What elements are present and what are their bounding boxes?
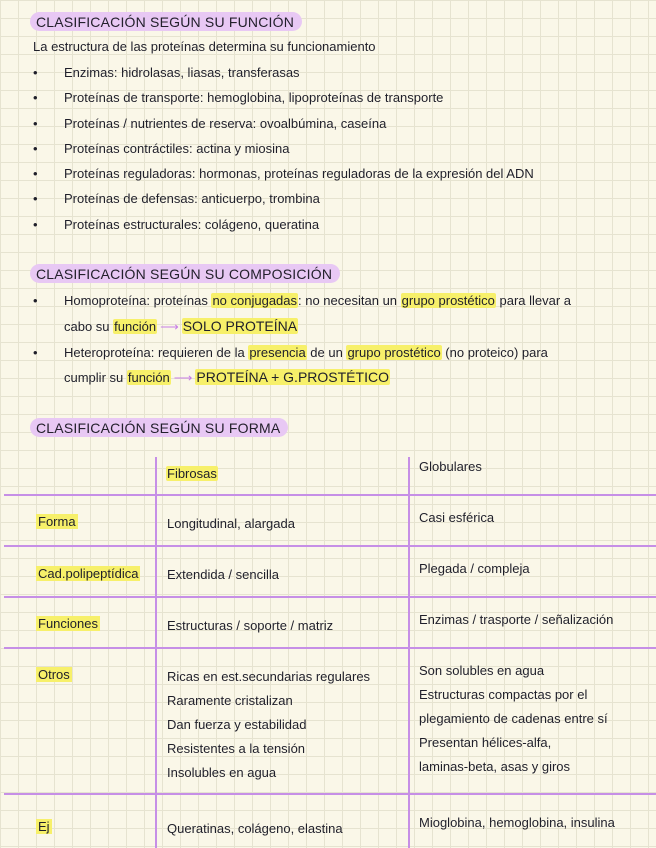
table-cell: Extendida / sencilla bbox=[167, 567, 280, 582]
table-cell: Enzimas / trasporte / señalización bbox=[419, 612, 614, 627]
bullet-icon: • bbox=[33, 217, 38, 232]
table-cell: Mioglobina, hemoglobina, insulina bbox=[419, 815, 615, 830]
table-cell: Estructuras / soporte / matriz bbox=[167, 618, 334, 633]
bullet-icon: • bbox=[33, 65, 38, 80]
bullet-icon: • bbox=[33, 141, 38, 156]
hetero-p1: : requieren de la bbox=[150, 345, 249, 360]
homo-p2: : no necesitan un bbox=[298, 293, 401, 308]
list-item bbox=[64, 65, 300, 80]
table-cell bbox=[167, 665, 370, 785]
hetero-hl3: función bbox=[127, 370, 170, 385]
cell-line: Presentan hélices-alfa, bbox=[419, 735, 552, 750]
cell-line: Resistentes a la tensión bbox=[167, 741, 306, 756]
hetero-term: Heteroproteína bbox=[64, 345, 151, 360]
row-header-label: Ej bbox=[38, 819, 50, 834]
column-header-globulares: Globulares bbox=[419, 459, 482, 474]
intro-text: La estructura de las proteínas determina su funcionamiento bbox=[33, 39, 376, 54]
cell-line: Ricas en est.secundarias regulares bbox=[167, 669, 371, 684]
list-item bbox=[64, 116, 386, 131]
heading-forma: CLASIFICACIÓN SEGÚN SU FORMA bbox=[30, 418, 288, 437]
list-item bbox=[64, 141, 289, 156]
column-header-label: Fibrosas bbox=[167, 466, 217, 481]
bullet-icon: • bbox=[33, 191, 38, 206]
cell-line: laminas-beta, asas y giros bbox=[419, 759, 571, 774]
item-rest: : actina y miosina bbox=[189, 141, 290, 156]
row-header bbox=[36, 663, 72, 687]
row-header bbox=[36, 510, 78, 534]
bullet-icon: • bbox=[33, 166, 38, 181]
heteroproteina-line2 bbox=[64, 369, 390, 386]
table-divider bbox=[4, 793, 656, 795]
item-term: Proteínas contráctiles bbox=[64, 141, 190, 156]
homo-hl3: función bbox=[114, 319, 157, 334]
bullet-icon: • bbox=[33, 293, 38, 308]
cell-line: Raramente cristalizan bbox=[167, 693, 293, 708]
item-term: Proteínas de transporte bbox=[64, 90, 200, 105]
table-cell bbox=[419, 659, 608, 779]
bullet-icon: • bbox=[33, 345, 38, 360]
list-item bbox=[64, 191, 320, 206]
column-header-fibrosas bbox=[166, 462, 218, 486]
table-divider bbox=[4, 494, 656, 496]
bullet-icon: • bbox=[33, 90, 38, 105]
homo-hl2: grupo prostético bbox=[401, 293, 495, 308]
arrow-right-icon: ⟶ bbox=[173, 370, 193, 385]
row-header bbox=[36, 562, 140, 586]
homo-p3: para llevar a bbox=[495, 293, 572, 308]
arrow-right-icon: ⟶ bbox=[160, 319, 179, 334]
bullet-icon: • bbox=[33, 116, 38, 131]
item-term: Proteínas / nutrientes de reserva bbox=[64, 116, 253, 131]
table-divider bbox=[4, 596, 656, 598]
list-item bbox=[64, 217, 319, 232]
item-rest: : colágeno, queratina bbox=[197, 217, 320, 232]
item-term: Proteínas de defensas bbox=[64, 191, 195, 206]
hetero-p3: (no proteico) para bbox=[441, 345, 548, 360]
item-rest: : hormonas, proteínas reguladoras de la expresión del ADN bbox=[191, 166, 534, 181]
item-term: Enzimas bbox=[64, 65, 114, 80]
item-rest: : anticuerpo, trombina bbox=[194, 191, 320, 206]
homo-p1: : proteínas bbox=[146, 293, 212, 308]
table-divider bbox=[408, 457, 410, 848]
homoproteina-line1 bbox=[64, 293, 571, 308]
homo-p4: cabo su bbox=[64, 319, 114, 334]
cell-line: plegamiento de cadenas entre sí bbox=[419, 711, 608, 726]
item-rest: : hemoglobina, lipoproteínas de transporte bbox=[199, 90, 444, 105]
row-header bbox=[36, 815, 52, 839]
hetero-result: PROTEÍNA + G.PROSTÉTICO bbox=[196, 369, 389, 385]
row-header-label: Cad.polipeptídica bbox=[38, 566, 139, 581]
cell-line: Son solubles en agua bbox=[419, 663, 545, 678]
cell-line: Insolubles en agua bbox=[167, 765, 277, 780]
table-cell: Queratinas, colágeno, elastina bbox=[167, 821, 343, 836]
table-cell: Plegada / compleja bbox=[419, 561, 530, 576]
row-header-label: Forma bbox=[38, 514, 76, 529]
table-cell: Casi esférica bbox=[419, 510, 495, 525]
homo-term: Homoproteína bbox=[64, 293, 147, 308]
item-rest: : ovoalbúmina, caseína bbox=[252, 116, 387, 131]
cell-line: Dan fuerza y estabilidad bbox=[167, 717, 307, 732]
item-term: Proteínas estructurales bbox=[64, 217, 198, 232]
item-rest: : hidrolasas, liasas, transferasas bbox=[113, 65, 300, 80]
homo-result: SOLO PROTEÍNA bbox=[182, 318, 298, 334]
row-header-label: Funciones bbox=[38, 616, 98, 631]
heading-composicion: CLASIFICACIÓN SEGÚN SU COMPOSICIÓN bbox=[30, 264, 340, 283]
table-divider bbox=[4, 647, 656, 649]
list-item bbox=[64, 166, 534, 181]
hetero-hl1: presencia bbox=[249, 345, 306, 360]
table-divider bbox=[4, 545, 656, 547]
hetero-p4: cumplir su bbox=[64, 370, 127, 385]
heading-funcion: CLASIFICACIÓN SEGÚN SU FUNCIÓN bbox=[30, 12, 302, 31]
homo-hl1: no conjugadas bbox=[212, 293, 298, 308]
heteroproteina-line1 bbox=[64, 345, 548, 360]
table-divider bbox=[155, 457, 157, 848]
row-header bbox=[36, 612, 100, 636]
table-cell: Longitudinal, alargada bbox=[167, 516, 295, 531]
hetero-hl2: grupo prostético bbox=[347, 345, 441, 360]
list-item bbox=[64, 90, 443, 105]
homoproteina-line2 bbox=[64, 318, 298, 335]
cell-line: Estructuras compactas por el bbox=[419, 687, 588, 702]
hetero-p2: de un bbox=[306, 345, 347, 360]
item-term: Proteínas reguladoras bbox=[64, 166, 192, 181]
row-header-label: Otros bbox=[38, 667, 70, 682]
